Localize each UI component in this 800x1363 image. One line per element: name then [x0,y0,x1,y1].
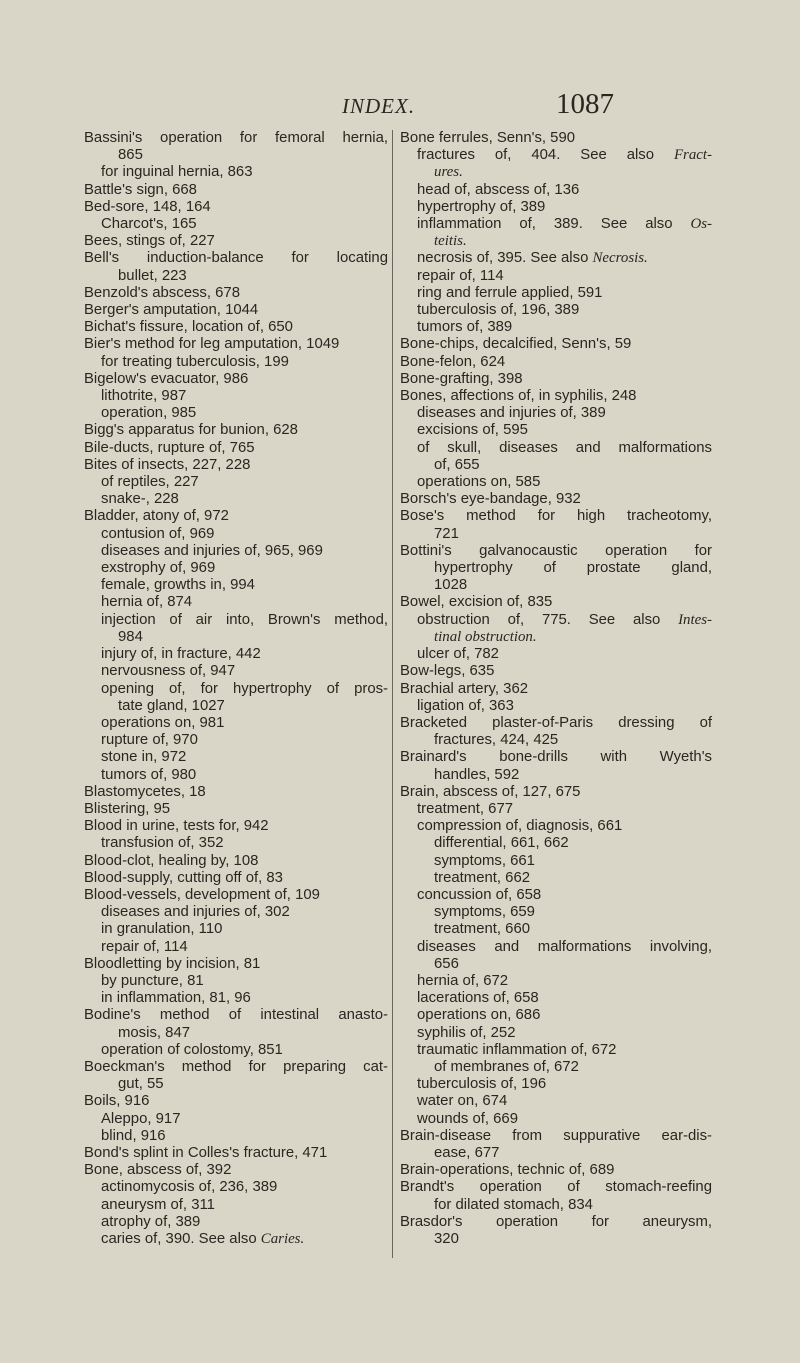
index-entry: Brachial artery, 362 [400,680,529,697]
index-entry: tumors of, 980 [101,766,197,783]
index-entry: diseases and malformations involving, [417,938,712,955]
index-entry: Bones, affections of, in syphilis, 248 [400,388,637,405]
index-entry: Bloodletting by incision, 81 [84,955,261,972]
index-entry: Aleppo, 917 [101,1110,181,1127]
index-entry: Bichat's fissure, location of, 650 [84,319,293,336]
index-entry: Brainard's bone-drills with Wyeth's [400,749,712,766]
index-entry: actinomycosis of, 236, 389 [101,1179,278,1196]
index-entry: Bone-felon, 624 [400,353,506,370]
index-entry: injection of air into, Brown's method, [101,611,388,628]
index-entry: tinal obstruction. [434,628,537,645]
index-entry: blind, 916 [101,1127,166,1144]
index-entry: Brandt's operation of stomach-reefing [400,1179,712,1196]
index-entry: Bier's method for leg amputation, 1049 [84,336,340,353]
index-entry: inflammation of, 389. See also Os- [417,216,712,233]
index-entry: caries of, 390. See also Caries. [101,1231,305,1247]
index-column-left [84,130,388,1248]
index-entry: Bigg's apparatus for bunion, 628 [84,422,298,439]
index-entry: Blastomycetes, 18 [84,783,206,800]
index-entry: excisions of, 595 [417,422,528,439]
index-entry: for treating tuberculosis, 199 [101,353,289,370]
index-entry: ures. [434,164,463,181]
index-entry: symptoms, 661 [434,852,535,869]
index-entry: Bowel, excision of, 835 [400,594,553,611]
index-entry: ulcer of, 782 [417,646,499,663]
index-entry: nervousness of, 947 [101,663,236,680]
index-entry: operations on, 981 [101,714,225,731]
index-entry: Brain-disease from suppurative ear-dis- [400,1127,712,1144]
index-entry: traumatic inflammation of, 672 [417,1041,617,1058]
index-entry: Brasdor's operation for aneurysm, [400,1213,712,1230]
index-entry: 865 [118,147,143,164]
index-entry: necrosis of, 395. See also Necrosis. [417,250,648,267]
index-entry: snake-, 228 [101,491,179,508]
index-entry: of, 655 [434,456,480,473]
index-entry: stone in, 972 [101,749,187,766]
index-entry: water on, 674 [417,1093,508,1110]
index-entry: 984 [118,628,143,645]
index-entry: operation, 985 [101,405,197,422]
index-entry: Bed-sore, 148, 164 [84,198,211,215]
index-entry: Bassini's operation for femoral hernia, [84,130,388,146]
index-entry: concussion of, 658 [417,886,542,903]
index-entry: hypertrophy of, 389 [417,198,546,215]
index-entry: Bigelow's evacuator, 986 [84,370,249,387]
index-entry: Bell's induction-balance for locating [84,250,388,267]
index-entry: Bracketed plaster-of-Paris dressing of [400,714,712,731]
index-entry: tate gland, 1027 [118,697,225,714]
index-entry: Bodine's method of intestinal anasto- [84,1007,388,1024]
index-entry: for dilated stomach, 834 [434,1196,593,1213]
index-entry: exstrophy of, 969 [101,560,216,577]
running-head: INDEX. [342,94,416,118]
index-entry: mosis, 847 [118,1024,191,1041]
index-entry: Bees, stings of, 227 [84,233,215,250]
index-entry: fractures of, 404. See also Fract- [417,147,712,164]
index-entry: treatment, 662 [434,869,531,886]
index-entry: Bone-chips, decalcified, Senn's, 59 [400,336,632,353]
index-entry: Blood-clot, healing by, 108 [84,852,259,869]
index-entry: diseases and injuries of, 302 [101,904,290,921]
index-entry: Blood-supply, cutting off of, 83 [84,869,283,886]
index-entry: Blistering, 95 [84,800,171,817]
index-entry: ligation of, 363 [417,697,514,714]
column-divider [392,130,393,1258]
index-entry: Berger's amputation, 1044 [84,302,259,319]
index-entry: injury of, in fracture, 442 [101,646,261,663]
index-entry: obstruction of, 775. See also Intes- [417,611,712,628]
index-entry: Boeckman's method for preparing cat- [84,1058,388,1075]
index-entry: wounds of, 669 [417,1110,518,1127]
index-entry: head of, abscess of, 136 [417,181,580,198]
index-entry: repair of, 114 [417,267,504,284]
index-entry: handles, 592 [434,766,520,783]
index-entry: Bond's splint in Colles's fracture, 471 [84,1144,328,1161]
index-entry: gut, 55 [118,1076,164,1093]
index-entry: contusion of, 969 [101,525,215,542]
index-entry: Charcot's, 165 [101,216,197,233]
index-entry: in inflammation, 81, 96 [101,990,251,1007]
index-entry: hypertrophy of prostate gland, [434,560,712,577]
index-entry: ring and ferrule applied, 591 [417,284,603,301]
index-entry: treatment, 660 [434,921,531,938]
page-number: 1087 [556,88,614,120]
index-entry: transfusion of, 352 [101,835,224,852]
index-entry: in granulation, 110 [101,921,223,938]
index-entry: diseases and injuries of, 389 [417,405,606,422]
index-entry: of reptiles, 227 [101,474,199,491]
index-entry: aneurysm of, 311 [101,1196,215,1213]
index-entry: Brain-operations, technic of, 689 [400,1162,615,1179]
index-entry: lithotrite, 987 [101,388,187,405]
index-entry: Bone, abscess of, 392 [84,1162,232,1179]
index-entry: opening of, for hypertrophy of pros- [101,680,388,697]
index-entry: Bow-legs, 635 [400,663,495,680]
index-entry: Bladder, atony of, 972 [84,508,229,525]
index-entry: repair of, 114 [101,938,188,955]
index-entry: treatment, 677 [417,800,514,817]
index-entry: tuberculosis of, 196 [417,1076,547,1093]
index-entry: compression of, diagnosis, 661 [417,818,623,835]
index-entry: ease, 677 [434,1144,500,1161]
index-entry: atrophy of, 389 [101,1213,201,1230]
index-entry: Brain, abscess of, 127, 675 [400,783,581,800]
index-entry: hernia of, 672 [417,972,509,989]
index-entry: teitis. [434,233,467,250]
index-entry: Benzold's abscess, 678 [84,284,240,301]
index-entry: by puncture, 81 [101,972,204,989]
index-entry: fractures, 424, 425 [434,732,559,749]
index-entry: hernia of, 874 [101,594,193,611]
index-entry: for inguinal hernia, 863 [101,164,253,181]
index-column-right [400,130,712,1248]
index-entry: operation of colostomy, 851 [101,1041,283,1058]
index-entry: Blood in urine, tests for, 942 [84,818,269,835]
index-entry: tumors of, 389 [417,319,513,336]
index-entry: lacerations of, 658 [417,990,539,1007]
index-entry: Battle's sign, 668 [84,181,197,198]
index-entry: bullet, 223 [118,267,187,284]
index-entry: 320 [434,1231,459,1247]
index-entry: Borsch's eye-bandage, 932 [400,491,581,508]
index-entry: Bottini's galvanocaustic operation for [400,542,712,559]
index-entry: Boils, 916 [84,1093,150,1110]
index-entry: of skull, diseases and malformations [417,439,712,456]
index-entry: operations on, 686 [417,1007,541,1024]
index-entry: diseases and injuries of, 965, 969 [101,542,323,559]
index-entry: Blood-vessels, development of, 109 [84,886,320,903]
index-entry: syphilis of, 252 [417,1024,516,1041]
index-entry: tuberculosis of, 196, 389 [417,302,580,319]
index-entry: 1028 [434,577,468,594]
index-entry: Bites of insects, 227, 228 [84,456,251,473]
index-entry: Bone ferrules, Senn's, 590 [400,130,576,146]
index-entry: rupture of, 970 [101,732,198,749]
index-entry: female, growths in, 994 [101,577,255,594]
index-entry: operations on, 585 [417,474,541,491]
index-entry: Bile-ducts, rupture of, 765 [84,439,255,456]
index-entry: Bose's method for high tracheotomy, [400,508,712,525]
index-entry: symptoms, 659 [434,904,535,921]
index-entry: 721 [434,525,459,542]
index-entry: Bone-grafting, 398 [400,370,523,387]
index-entry: 656 [434,955,459,972]
index-entry: differential, 661, 662 [434,835,569,852]
index-entry: of membranes of, 672 [434,1058,579,1075]
